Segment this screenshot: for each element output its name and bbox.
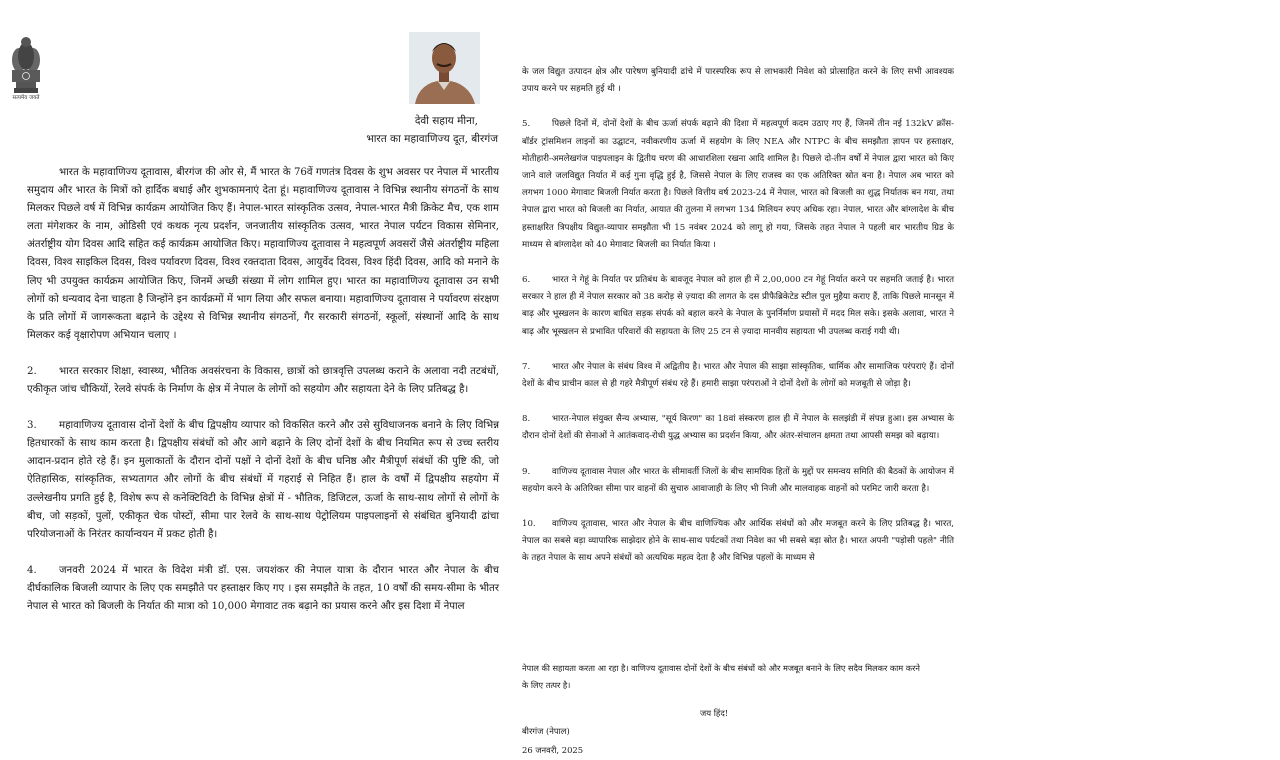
- paragraph-number: 7.: [522, 361, 531, 372]
- signatory-block: [250, 112, 498, 148]
- paragraph-10-continued: नेपाल की सहायता करता आ रहा है। वाणिज्य दूतावास दोनों देशों के बीच संबंधों को और मजबूत बनाने के लिए सदैव मिलकर काम करने के लिए तत्पर है।: [522, 663, 920, 690]
- paragraph-text: महावाणिज्य दूतावास दोनों देशों के बीच द्विपक्षीय व्यापार को विकसित करने और उसे सुविधाजनक बनाने के लिए विभिन्न हितधारकों के साथ काम करता है। द्विपक्षीय संबंधों को और आगे बढ़ाने के लिए दोनों देशों के बीच नियमित रूप से उच्च स्तरीय आदान-प्रदान होते रहे हैं। इन मुलाकातों के दौरान दोनों पक्षों ने दोनों देशों के बीच घनिष्ठ और मैत्रीपूर्ण संबंधों की पुष्टि की, जो ऐतिहासिक, सांस्कृतिक, सभ्यतागत और लोगों के बीच संबंधों में गहराई से निहित हैं। हाल के वर्षों में द्विपक्षीय सहयोग में उल्लेखनीय प्रगति हुई है, विशेष रूप से कनेक्टिविटी के विभिन्न क्षेत्रों में - भौतिक, डिजिटल, ऊर्जा के साथ-साथ लोगों से लोगों के बीच, जो सड़कों, पुलों, एकीकृत चेक पोस्टों, सीमा पार रेलवे के साथ-साथ पेट्रोलियम पाइपलाइनों से संबंधित बुनियादी ढांचा परियोजनाओं के निरंतर कार्यान्वयन में प्रकट होती है।: [27, 420, 499, 540]
- left-column: [27, 164, 499, 634]
- paragraph-text: वाणिज्य दूतावास नेपाल और भारत के सीमावर्ती जिलों के बीच सामयिक हितों के मुद्दों पर समन्वय समिति की बैठकों के आयोजन में सहयोग करने के अतिरिक्त सीमा पार वाहनों की सुचारु आवाजाही के लिए भी निजी और मालवाहक वाहनों को परमिट जारी करता है।: [522, 466, 954, 494]
- paragraph-6: [522, 272, 954, 341]
- paragraph-4-continued: [522, 64, 954, 98]
- paragraph-text: भारत सरकार शिक्षा, स्वास्थ्य, भौतिक अवसंरचना के विकास, छात्रों को छात्रवृत्ति उपलब्ध कराने के अलावा नदी तटबंधों, एकीकृत जांच चौकियों, रेलवे संपर्क के निर्माण के क्षेत्र में नेपाल के लोगों को सहयोग और सहायता देने के लिए प्रतिबद्ध है।: [27, 365, 499, 396]
- emblem-motto: सत्यमेव जयते: [12, 95, 40, 101]
- national-emblem-icon: [6, 30, 46, 102]
- paragraph-3: [27, 417, 499, 544]
- paragraph-text: भारत ने गेहूं के निर्यात पर प्रतिबंध के बावजूद नेपाल को हाल ही में 2,00,000 टन गेहूं निर्यात करने पर सहमति जताई है। भारत सरकार ने हाल ही में नेपाल सरकार को 38 करोड़ से ज़्यादा की लागत के दस प्रीफैब्रिकेटेड स्टील पुल मुहैया कराए हैं, ताकि पिछले मानसून में बाढ़ और भूस्खलन के कारण बाधित सड़क संपर्क को बहाल करने के नेपाल के पुनर्निर्माण प्रयासों में मदद मिल सके। इसके अलावा, भारत ने बाढ़ और भूस्खलन से प्रभावित परिवारों की सहायता के लिए 25 टन से ज़्यादा मानवीय सहायता भी उपलब्ध कराई गयी थी।: [522, 275, 954, 337]
- place-date-block: [522, 722, 583, 760]
- paragraph-text: भारत-नेपाल संयुक्त सैन्य अभ्यास, "सूर्य किरण" का 18वां संस्करण हाल ही में नेपाल के सलझंडी में संपन्न हुआ। इस अभ्यास के दौरान दोनों देशों की सेनाओं ने आतंकवाद-रोधी युद्ध अभ्यास का प्रदर्शन किया, और अंतर-संचालन क्षमता तथा आपसी समझ को बढ़ाया।: [522, 414, 954, 442]
- paragraph-5: [522, 116, 954, 254]
- paragraph-number: 10.: [522, 519, 536, 530]
- right-column: [522, 64, 954, 586]
- paragraph-number: 2.: [27, 365, 37, 377]
- paragraph-number: 8.: [522, 414, 531, 425]
- paragraph-number: 4.: [27, 564, 37, 576]
- paragraph-8: [522, 411, 954, 445]
- paragraph-number: 9.: [522, 466, 531, 477]
- paragraph-text: भारत और नेपाल के संबंध विश्व में अद्वितीय है। भारत और नेपाल की साझा सांस्कृतिक, धार्मिक और सामाजिक परंपराएं हैं। दोनों देशों के बीच प्राचीन काल से ही गहरे मैत्रीपूर्ण संबंध रहे हैं। हमारी साझा परंपराओं ने दोनों देशों के लोगों को मजबूती से जोड़ा है।: [522, 361, 954, 390]
- closing-salute: जय हिंद!: [700, 708, 729, 718]
- paragraph-1: [27, 164, 499, 345]
- paragraph-text: के जल विद्युत उत्पादन क्षेत्र और पारेषण बुनियादी ढांचे में पारस्परिक रूप से लाभकारी निवेश को प्रोत्साहित करने के लिए सभी आवश्यक उपाय करने पर सहमति हुई थी ।: [522, 67, 954, 95]
- paragraph-text: जनवरी 2024 में भारत के विदेश मंत्री डॉ. एस. जयशंकर की नेपाल यात्रा के दौरान भारत और नेपाल के बीच दीर्घकालिक बिजली व्यापार के लिए एक समझौते पर हस्ताक्षर किए गए । इस समझौते के तहत, 10 वर्षों की समय-सीमा के भीतर नेपाल से भारत को बिजली के निर्यात की मात्रा को 10,000 मेगावाट तक बढ़ाने का प्रयास करने और इस दिशा में नेपाल: [27, 564, 499, 612]
- paragraph-text: पिछले दिनों में, दोनों देशों के बीच ऊर्जा संपर्क बढ़ाने की दिशा में महत्वपूर्ण कदम उठाए गए हैं, जिनमें तीन नई 132kV क्रॉस-बॉर्डर ट्रांसमिशन लाइनों का उद्घाटन, नवीकरणीय ऊर्जा में सहयोग के लिए NEA और NTPC के बीच समझौता ज्ञापन पर हस्ताक्षर, मोतीहारी-अमलेखगंज पाइपलाइन के द्वितीय चरण की आधारशिला रखना आदि शामिल है। पिछले दो-तीन वर्षों में नेपाल द्वारा भारत को किए जाने वाले जलविद्युत निर्यात में कई गुना वृद्धि हुई है, जिससे नेपाल के लिए राजस्व का एक अतिरिक्त स्रोत बना है। नेपाल अब भारत को लगभग 1000 मेगावाट बिजली निर्यात करता है। पिछले वित्तीय वर्ष 2023-24 में नेपाल, भारत को बिजली का शुद्ध निर्यातक बन गया, तथा नेपाल द्वारा भारत को बिजली का निर्यात, आयात की तुलना में लगभग 134 मिलियन रुपए अधिक रहा। नेपाल, भारत और बांग्लादेश के बीच हस्ताक्षरित त्रिपक्षीय विद्युत-व्यापार समझौता भी 15 नवंबर 2024 को लागू हो गया, जिसके तहत नेपाल ने पहली बार भारतीय ग्रिड के माध्यम से बांग्लादेश को 40 मेगावाट बिजली का निर्यात किया ।: [522, 119, 954, 250]
- paragraph-10: [522, 516, 954, 568]
- signatory-title: भारत का महावाणिज्य दूत, बीरगंज: [366, 133, 498, 145]
- paragraph-7: [522, 359, 954, 393]
- signatory-name: देवी सहाय मीना,: [414, 115, 478, 127]
- closing-date: 26 जनवरी, 2025: [522, 745, 584, 755]
- closing-place: बीरगंज (नेपाल): [522, 726, 570, 736]
- official-portrait: [409, 32, 480, 104]
- paragraph-9: [522, 464, 954, 498]
- paragraph-4: [27, 562, 499, 616]
- paragraph-number: 5.: [522, 119, 531, 130]
- paragraph-text: वाणिज्य दूतावास, भारत और नेपाल के बीच वाणिज्यिक और आर्थिक संबंधों को और मजबूत करने के लिए प्रतिबद्ध है। भारत, नेपाल का सबसे बड़ा व्यापारिक साझेदार होने के साथ-साथ पर्यटकों तथा निवेश का भी सबसे बड़ा स्रोत है। भारत अपनी "पड़ोसी पहले" नीति के तहत नेपाल के साथ अपने संबंधों को अत्यधिक महत्व देता है और विभिन्न पहलों के माध्यम से: [522, 519, 954, 564]
- paragraph-number: 3.: [27, 420, 37, 432]
- paragraph-text: भारत के महावाणिज्य दूतावास, बीरगंज की ओर से, मैं भारत के 76वें गणतंत्र दिवस के शुभ अवसर पर नेपाल में भारतीय समुदाय और भारत के मित्रों को हार्दिक बधाई और शुभकामनाएं देता हूं। महावाणिज्य दूतावास ने विभिन्न स्थानीय संगठनों के साथ मिलकर पिछले वर्ष में विभिन्न कार्यक्रम आयोजित किए हैं। नेपाल-भारत सांस्कृतिक उत्सव, नेपाल-भारत मैत्री क्रिकेट मैच, एक शाम लता मंगेशकर के नाम, ओडिसी एवं कथक नृत्य प्रदर्शन, जनजातीय सांस्कृतिक उत्सव, भारत नेपाल पर्यटन विकास सेमिनार, अंतर्राष्ट्रीय योग दिवस आदि सहित कई कार्यक्रम आयोजित किए। महावाणिज्य दूतावास ने महत्वपूर्ण अवसरों जैसे अंतर्राष्ट्रीय महिला दिवस, विश्व साइकिल दिवस, विश्व पर्यावरण दिवस, विश्व रक्तदाता दिवस, आयुर्वेद दिवस, विश्व हिंदी दिवस, आदि को मनाने के लिए भी उपयुक्त कार्यक्रम आयोजित किए, जिनमें अच्छी संख्या में लोग शामिल हुए। भारत का महावाणिज्य दूतावास उन सभी लोगों को धन्यवाद देना चाहता है जिन्होंने इन कार्यक्रमों में भाग लिया और सफल बनाया। महावाणिज्य दूतावास ने पर्यावरण संरक्षण के प्रति लोगों में जागरूकता बढ़ाने के उद्देश्य से विभिन्न स्थानीय संगठनों, गैर सरकारी संगठनों, स्कूलों, संस्थानों आदि के साथ मिलकर कई वृक्षारोपण अभियान चलाए ।: [27, 167, 499, 341]
- paragraph-number: 6.: [522, 275, 531, 286]
- paragraph-2: [27, 363, 499, 399]
